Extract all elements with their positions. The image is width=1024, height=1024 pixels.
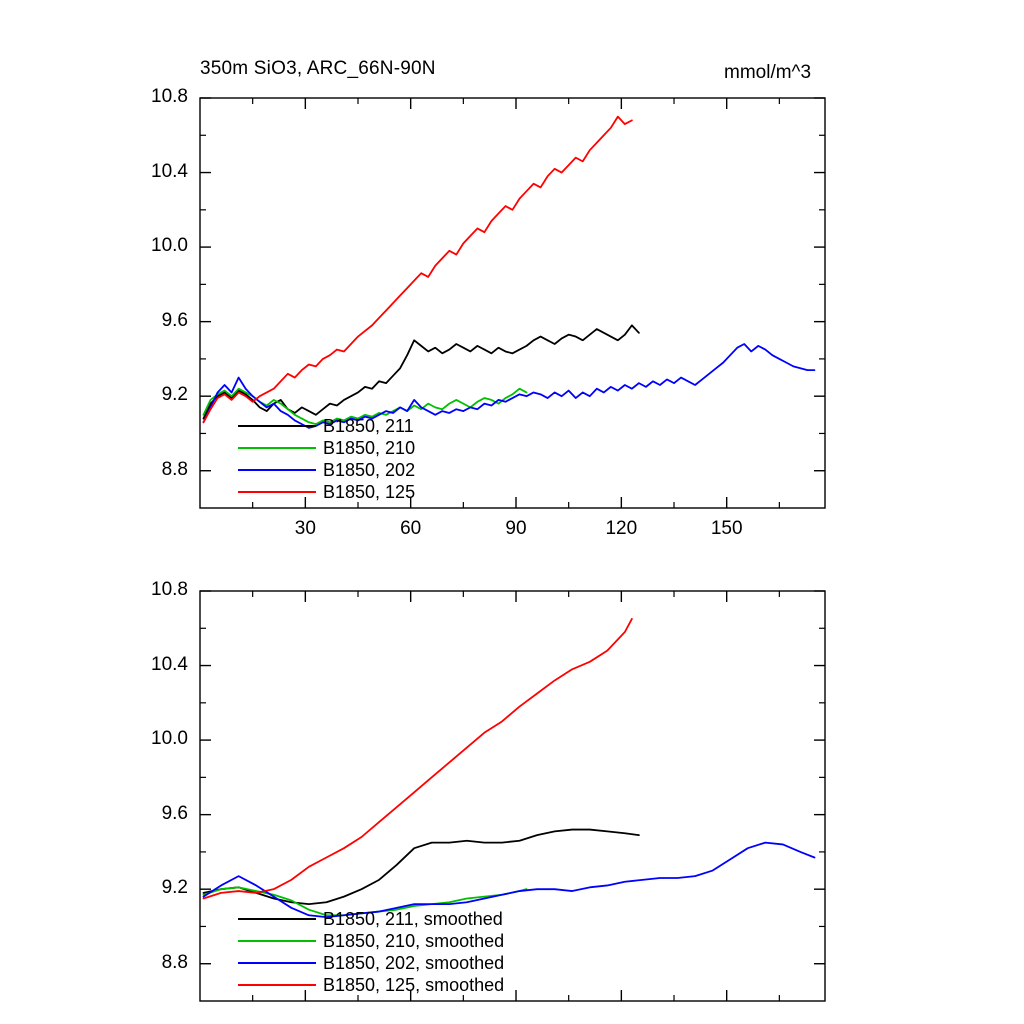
legend-swatch-line bbox=[238, 491, 316, 493]
y-tick-label: 10.0 bbox=[151, 235, 188, 257]
series-line bbox=[204, 117, 632, 423]
y-tick-label: 9.2 bbox=[161, 877, 188, 899]
legend-entry bbox=[238, 930, 504, 952]
series-line bbox=[204, 619, 632, 899]
series-line bbox=[204, 843, 815, 918]
legend-bottom bbox=[238, 908, 504, 996]
y-tick-label: 10.8 bbox=[151, 579, 188, 600]
legend-entry bbox=[238, 415, 415, 437]
legend-label: B1850, 210 bbox=[323, 437, 416, 458]
legend-label: B1850, 202, smoothed bbox=[323, 952, 505, 973]
legend-entry bbox=[238, 459, 415, 481]
x-tick-label: 120 bbox=[605, 518, 638, 539]
units-label-top: mmol/m^3 bbox=[724, 62, 812, 83]
y-tick-label: 9.6 bbox=[161, 802, 188, 824]
chart-panel-bottom bbox=[0, 560, 1024, 1024]
legend-entry bbox=[238, 908, 504, 930]
y-tick-label: 10.8 bbox=[151, 86, 188, 107]
y-tick-label: 10.4 bbox=[151, 653, 188, 675]
y-tick-label: 9.2 bbox=[161, 384, 188, 406]
y-tick-label: 8.8 bbox=[161, 951, 188, 973]
legend-label: B1850, 125 bbox=[323, 481, 416, 502]
legend-label: B1850, 210, smoothed bbox=[323, 930, 505, 951]
y-tick-label: 10.4 bbox=[151, 160, 188, 182]
legend-swatch-line bbox=[238, 940, 316, 942]
legend-swatch-line bbox=[238, 918, 316, 920]
legend-entry bbox=[238, 481, 415, 503]
legend-swatch-line bbox=[238, 984, 316, 986]
y-tick-label: 9.6 bbox=[161, 309, 188, 331]
legend-swatch-line bbox=[238, 962, 316, 964]
legend-swatch-line bbox=[238, 447, 316, 449]
x-tick-label: 90 bbox=[505, 518, 527, 539]
x-tick-label: 60 bbox=[400, 518, 422, 539]
legend-label: B1850, 202 bbox=[323, 459, 416, 480]
legend-entry bbox=[238, 437, 415, 459]
y-tick-label: 8.8 bbox=[161, 458, 188, 480]
plot-title-top: 350m SiO3, ARC_66N-90N bbox=[200, 58, 436, 79]
legend-entry bbox=[238, 974, 504, 996]
legend-top bbox=[238, 415, 415, 503]
legend-entry bbox=[238, 952, 504, 974]
legend-swatch-line bbox=[238, 469, 316, 471]
legend-label: B1850, 125, smoothed bbox=[323, 974, 505, 995]
legend-label: B1850, 211, smoothed bbox=[323, 908, 503, 929]
legend-swatch-line bbox=[238, 425, 316, 427]
x-tick-label: 30 bbox=[294, 518, 316, 539]
y-tick-label: 10.0 bbox=[151, 728, 188, 750]
x-tick-label: 150 bbox=[710, 518, 743, 539]
legend-label: B1850, 211 bbox=[323, 415, 414, 436]
